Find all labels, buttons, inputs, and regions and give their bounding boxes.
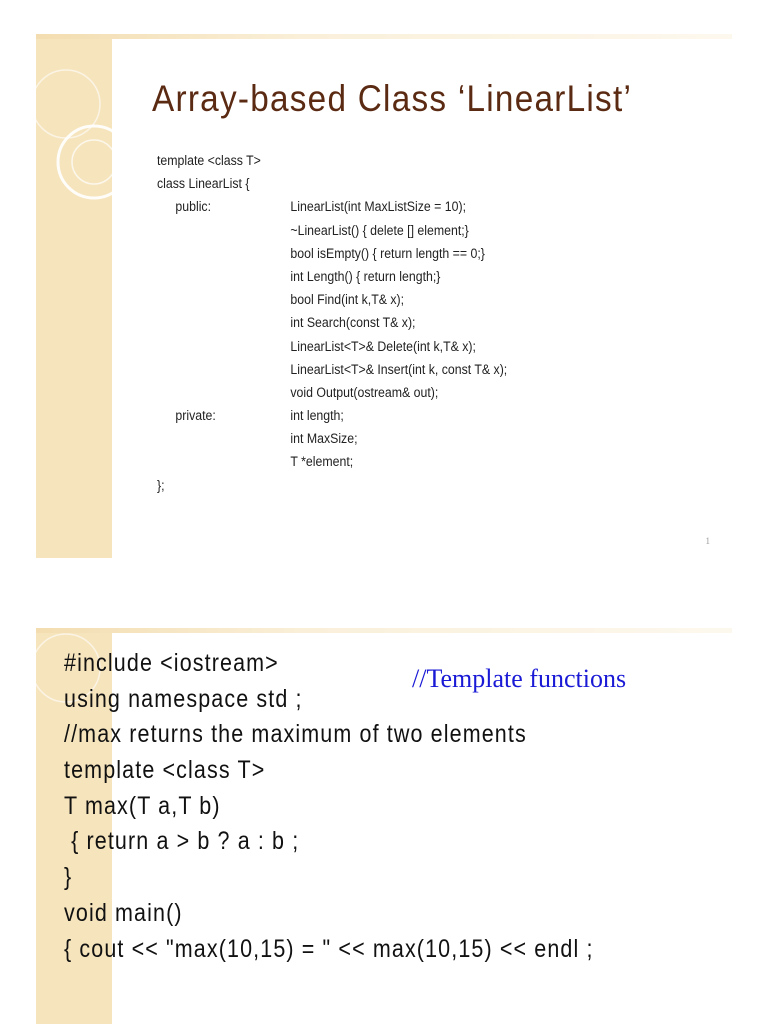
code-line-c3: LinearList(int MaxListSize = 10); (290, 199, 467, 215)
code-line-c3: int Length() { return length;} (290, 268, 441, 284)
page-number: 1 (705, 536, 710, 546)
code-line-c3: LinearList<T>& Delete(int k,T& x); (290, 338, 476, 354)
code-line-c1: }; (157, 477, 165, 493)
code-line-c3: bool Find(int k,T& x); (290, 292, 405, 308)
code-line: } (64, 863, 73, 892)
code-line: T max(T a,T b) (64, 791, 221, 820)
code-line-c3: void Output(ostream& out); (290, 384, 439, 400)
code-line: using namespace std ; (64, 684, 303, 713)
code-line: #include <iostream> (64, 649, 279, 677)
code-line-c3: bool isEmpty() { return length == 0;} (290, 245, 485, 261)
code-line-c3: ~LinearList() { delete [] element;} (290, 222, 469, 238)
code-line-c2: private: (175, 408, 216, 424)
code-line: template <class T> (64, 756, 266, 785)
code-line-c3: T *element; (290, 454, 354, 470)
code-line-c3: int Search(const T& x); (290, 315, 416, 331)
code-line-c3: int length; (290, 408, 344, 424)
slide-title: Array-based Class ‘LinearList’ (152, 78, 633, 119)
code-line-c3: int MaxSize; (290, 431, 358, 447)
code-line: { return a > b ? a : b ; (64, 827, 300, 856)
code-line: void main() (64, 898, 183, 927)
code-line-c1: template <class T> (157, 153, 261, 168)
code-line: //max returns the maximum of two elements (64, 720, 527, 749)
template-function-code (64, 646, 594, 967)
code-line: { cout << "max(10,15) = " << max(10,15) << endl ; (64, 934, 594, 963)
code-line-c1: class LinearList { (157, 176, 250, 192)
template-functions-note: //Template functions (412, 664, 627, 693)
code-line-c3: LinearList<T>& Insert(int k, const T& x); (290, 361, 508, 377)
slide-2 (36, 628, 732, 1024)
slide-1 (36, 34, 732, 558)
code-line-c2: public: (175, 199, 212, 215)
